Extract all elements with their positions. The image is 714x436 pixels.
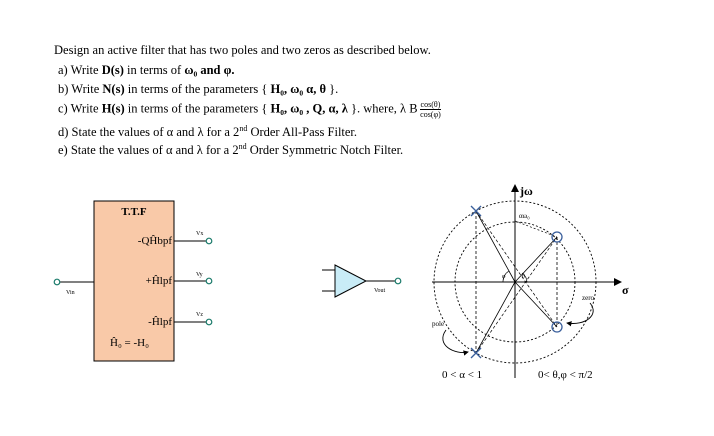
pole-radius-lower xyxy=(476,282,515,353)
vy-label: Vy xyxy=(196,272,203,278)
zero-label: zero xyxy=(582,294,595,302)
ttf-out-lpf-neg: -Ĥlpf xyxy=(148,316,172,328)
vin-label: Vin xyxy=(66,290,75,296)
pole-radius-upper xyxy=(476,211,515,282)
pole-zero-diagonal-1 xyxy=(476,211,557,327)
zero-radius-lower xyxy=(515,282,557,327)
ttf-out-lpf-pos: +Ĥlpf xyxy=(145,275,172,287)
vy-terminal xyxy=(206,278,212,284)
vout-terminal xyxy=(395,278,401,284)
part-c: c) Write H(s) in terms of the parameters { H₀, ω₀ , Q, α, λ }. where, λ B $\frac{\cos(\theta)}{\cos(\varphi)}$ xyxy=(58,100,441,119)
ttf-out-bpf: -QĤbpf xyxy=(137,235,172,247)
angle-condition: 0< θ,φ < π/2 xyxy=(538,369,593,381)
pole-pointer-arrow xyxy=(443,330,468,353)
part-d: d) State the values of α and λ for a 2nd Order All-Pass Filter. xyxy=(58,124,358,140)
vx-label: Vx xyxy=(196,231,204,237)
pole-label: pole xyxy=(432,320,445,328)
vz-terminal xyxy=(206,319,212,325)
part-a: a) Write D(s) in terms of ω₀ and φ. xyxy=(58,63,235,77)
part-e: e) State the values of α and λ for a 2nd Order Symmetric Notch Filter. xyxy=(58,142,404,158)
alpha-condition: 0 < α < 1 xyxy=(442,369,483,381)
phi-label: φ xyxy=(502,274,506,280)
pole-zero-plot xyxy=(432,184,629,381)
alpha-omega-label: αω₀ xyxy=(519,212,530,220)
vout-label: Vout xyxy=(374,288,386,294)
vx-terminal xyxy=(206,238,212,244)
part-b: b) Write N(s) in terms of the parameters { H₀, ω₀ α, θ }. xyxy=(58,82,339,96)
pole-zero-diagonal-2 xyxy=(476,237,557,353)
sigma-label: σ xyxy=(622,283,629,297)
lambda-fraction: $\frac{\cos(\theta)}{\cos(\varphi)}$ xyxy=(420,100,441,119)
theta-label: θ xyxy=(522,274,525,280)
intro: Design an active filter that has two poles and two zeros as described below. xyxy=(54,43,431,57)
pole-upper xyxy=(471,206,481,216)
vz-label: Vz xyxy=(196,312,203,318)
alpha-omega-dash xyxy=(515,221,557,237)
ttf-title: T.T.F xyxy=(121,206,147,218)
ttf-gain: Ĥ₀ = -H₀ xyxy=(110,337,149,349)
jw-label: jω xyxy=(520,184,533,198)
amplifier-triangle xyxy=(335,265,366,297)
pole-lower xyxy=(471,348,481,358)
vin-terminal xyxy=(54,279,60,285)
